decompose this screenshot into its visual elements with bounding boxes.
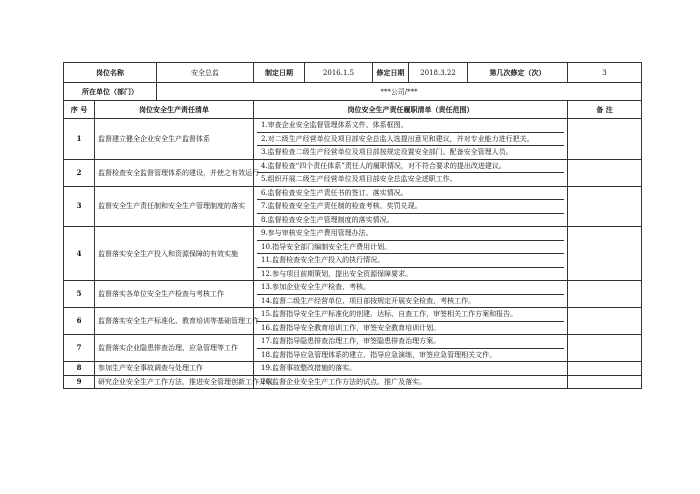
row-responsibility: 监督落实各单位安全生产检查与考核工作: [95, 281, 254, 308]
unit-label: 所在单位（部门）: [64, 83, 157, 101]
post-label: 岗位名称: [64, 63, 157, 83]
row-number: 9: [64, 375, 95, 389]
duty-item: 8.监督检查安全生产管理制度的落实情况。: [257, 213, 564, 227]
duty-item: 1.审查企业安全监督管理体系文件、体系框图。: [261, 121, 408, 129]
row-number: 1: [64, 119, 95, 160]
duty-item: 9.参与审核安全生产费用管理办法。: [261, 229, 373, 237]
revise-value: 2018.3.22: [409, 63, 468, 83]
duty-item: 11.监督检查安全生产投入的执行情况。: [257, 253, 564, 267]
table-row: [64, 119, 642, 160]
col-remarks: 备 注: [568, 101, 642, 119]
duty-item: 13.参加企业安全生产检查、考核。: [261, 283, 371, 291]
row-remarks: [568, 186, 642, 227]
table-row: [64, 375, 642, 389]
row-duties: [254, 227, 568, 281]
duty-item: 4.监督检查“四个责任体系”责任人的履职情况，对不符合要求的提出改进建议。: [261, 161, 506, 170]
row-duties: [254, 335, 568, 362]
duty-item: 7.监督检查安全生产责任制的检查考核、奖罚兑现。: [257, 199, 564, 213]
row-duties: [254, 119, 568, 160]
table-row: [64, 227, 642, 281]
row-number: 7: [64, 335, 95, 362]
row-responsibility: 参加生产安全事故调查与处理工作: [95, 362, 254, 376]
table-row: [64, 159, 642, 186]
rows-body: [64, 119, 642, 389]
row-number: 2: [64, 159, 95, 186]
duty-item: 14.监督二级生产经营单位、项目部按规定开展安全检查、考核工作。: [257, 294, 564, 308]
table-row: [64, 308, 642, 335]
row-responsibility: 监督安全生产责任制和安全生产管理制度的落实: [95, 186, 254, 227]
date-label: 制定日期: [254, 63, 305, 83]
row-responsibility: 研究企业安全生产工作方法，推进安全管理创新工作开展: [95, 375, 254, 389]
duty-item: 3.监督检查二级生产经营单位及项目部按规定设置安全部门、配备安全管理人员。: [257, 145, 564, 159]
duty-item: 12.参与项目前期策划，提出安全资源保障要求。: [257, 267, 564, 281]
col-no: 序 号: [64, 101, 95, 119]
row-number: 5: [64, 281, 95, 308]
header-row: [64, 63, 642, 83]
row-remarks: [568, 227, 642, 281]
duty-item: 15.监督指导安全生产标准化的创建、达标、自查工作，审签相关工作方案和报告。: [261, 310, 518, 318]
row-remarks: [568, 281, 642, 308]
row-responsibility: 监督检查安全监督管理体系的建设，并使之有效运行: [95, 159, 254, 186]
row-duties: [254, 186, 568, 227]
row-remarks: [568, 159, 642, 186]
row-responsibility: 监督落实安全生产标准化、教育培训等基础管理工作: [95, 308, 254, 335]
row-duties: [254, 159, 568, 186]
times-label: 第几次修定（次）: [468, 63, 568, 83]
row-duties: [254, 362, 568, 376]
responsibility-sheet: [63, 62, 642, 389]
row-duties: [254, 281, 568, 308]
times-value: 3: [568, 63, 642, 83]
table-row: [64, 186, 642, 227]
date-value: 2016.1.5: [305, 63, 373, 83]
col-duties: 岗位安全生产责任履职清单（责任范围）: [254, 101, 568, 119]
row-remarks: [568, 375, 642, 389]
unit-row: [64, 83, 642, 101]
duty-item: 16.监督指导安全教育培训工作，审签安全教育培训计划。: [257, 321, 564, 335]
revise-label: 修定日期: [373, 63, 409, 83]
row-remarks: [568, 362, 642, 376]
row-number: 6: [64, 308, 95, 335]
row-remarks: [568, 335, 642, 362]
row-number: 3: [64, 186, 95, 227]
row-responsibility: 监督落实企业隐患排查治理、应急管理等工作: [95, 335, 254, 362]
column-header-row: [64, 101, 642, 119]
row-responsibility: 监督落实安全生产投入和资源保障的有效实施: [95, 227, 254, 281]
duty-item: 6.监督检查安全生产责任书的签订、落实情况。: [261, 188, 408, 197]
duty-item: 5.组织开展二级生产经营单位及项目部安全总监安全述职工作。: [257, 172, 564, 186]
table-row: [64, 335, 642, 362]
table-row: [64, 281, 642, 308]
row-number: 4: [64, 227, 95, 281]
col-responsibility: 岗位安全生产责任清单: [95, 101, 254, 119]
post-value: 安全总监: [157, 63, 254, 83]
duty-item: 2.对二级生产经营单位及项目部安全总监人选提出意见和建议，并对专业能力进行把关。: [257, 132, 564, 146]
row-responsibility: 监督建立健全企业安全生产监督体系: [95, 119, 254, 160]
duty-item: 20.监督企业安全生产工作方法的试点、推广及落实。: [261, 377, 427, 386]
table-row: [64, 362, 642, 376]
row-duties: [254, 308, 568, 335]
row-remarks: [568, 119, 642, 160]
unit-value: ***公司/***: [157, 83, 642, 101]
row-duties: [254, 375, 568, 389]
duty-item: 10.指导安全部门编制安全生产费用计划。: [257, 240, 564, 254]
duty-item: 17.监督指导隐患排查治理工作，审签隐患排查治理方案。: [261, 337, 441, 345]
row-number: 8: [64, 362, 95, 376]
row-remarks: [568, 308, 642, 335]
duty-item: 19.监督事故整改措施的落实。: [261, 364, 357, 372]
duty-item: 18.监督指导应急管理体系的建立、指导应急演练，审签应急管理相关文件。: [257, 348, 564, 362]
